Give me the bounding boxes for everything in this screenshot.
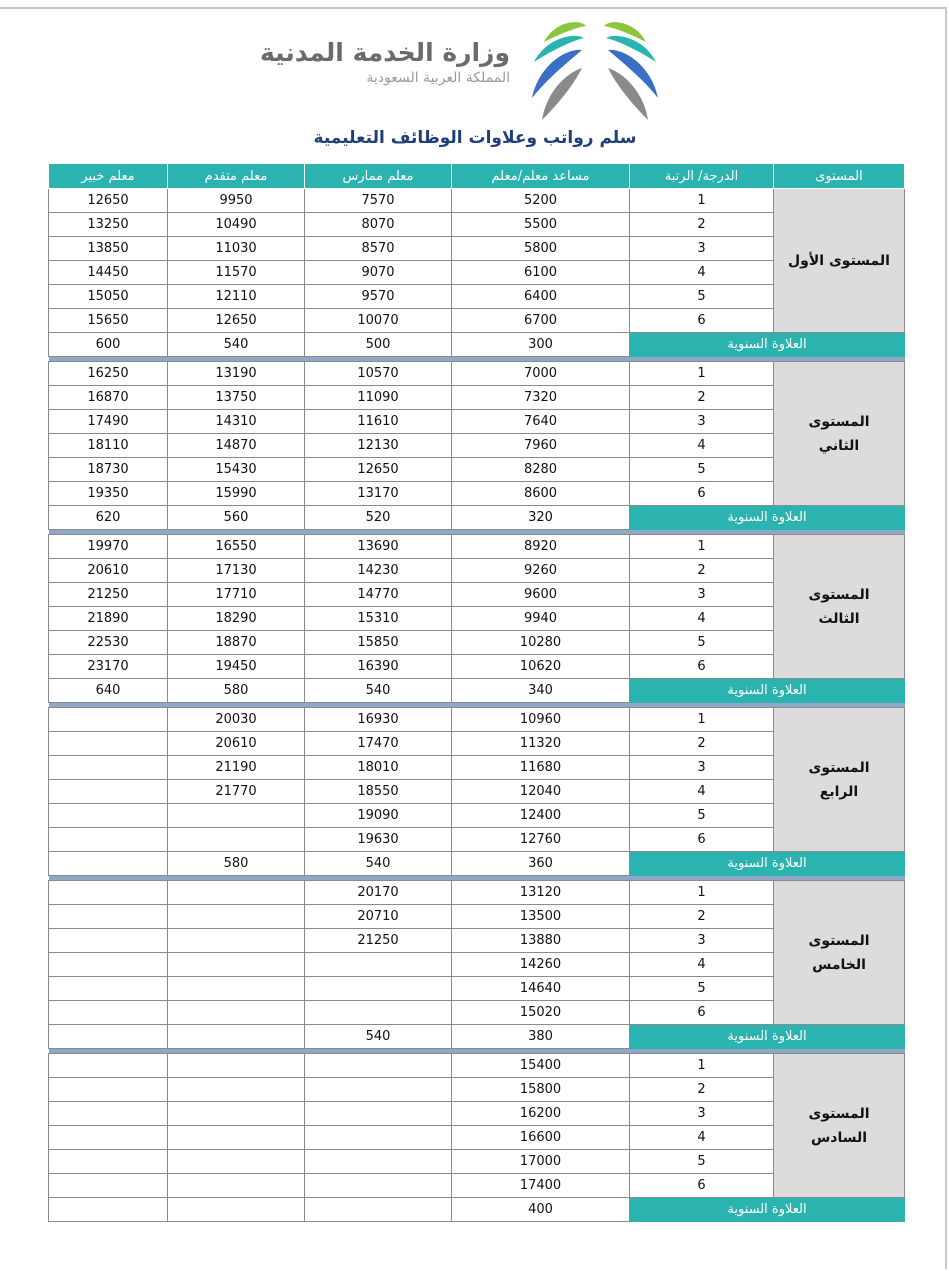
grade-cell: 3 xyxy=(630,583,774,607)
annual-allowance-label: العلاوة السنوية xyxy=(630,333,905,357)
allowance-expert-teacher xyxy=(49,1025,168,1049)
document-header xyxy=(0,0,949,148)
expert-teacher-cell: 21250 xyxy=(49,583,168,607)
grade-cell: 3 xyxy=(630,410,774,434)
assistant-teacher-cell: 9600 xyxy=(452,583,630,607)
allowance-advanced-teacher: 580 xyxy=(168,852,305,876)
allowance-advanced-teacher xyxy=(168,1198,305,1222)
expert-teacher-cell xyxy=(49,804,168,828)
grade-cell: 6 xyxy=(630,655,774,679)
allowance-practitioner-teacher: 520 xyxy=(305,506,452,530)
practitioner-teacher-cell: 20710 xyxy=(305,905,452,929)
assistant-teacher-cell: 15800 xyxy=(452,1078,630,1102)
practitioner-teacher-cell: 16930 xyxy=(305,708,452,732)
advanced-teacher-cell xyxy=(168,1102,305,1126)
advanced-teacher-cell: 17130 xyxy=(168,559,305,583)
grade-cell: 2 xyxy=(630,1078,774,1102)
advanced-teacher-cell xyxy=(168,828,305,852)
advanced-teacher-cell: 13750 xyxy=(168,386,305,410)
grade-cell: 5 xyxy=(630,977,774,1001)
expert-teacher-cell: 16870 xyxy=(49,386,168,410)
annual-allowance-label: العلاوة السنوية xyxy=(630,679,905,703)
advanced-teacher-cell: 9950 xyxy=(168,189,305,213)
assistant-teacher-cell: 17000 xyxy=(452,1150,630,1174)
allowance-row xyxy=(49,852,905,876)
advanced-teacher-cell: 21190 xyxy=(168,756,305,780)
advanced-teacher-cell xyxy=(168,977,305,1001)
grade-cell: 4 xyxy=(630,261,774,285)
annual-allowance-label: العلاوة السنوية xyxy=(630,852,905,876)
assistant-teacher-cell: 12760 xyxy=(452,828,630,852)
expert-teacher-cell: 12650 xyxy=(49,189,168,213)
assistant-teacher-cell: 5200 xyxy=(452,189,630,213)
annual-allowance-label: العلاوة السنوية xyxy=(630,506,905,530)
assistant-teacher-cell: 5500 xyxy=(452,213,630,237)
grade-cell: 1 xyxy=(630,881,774,905)
grade-cell: 5 xyxy=(630,285,774,309)
expert-teacher-cell xyxy=(49,905,168,929)
assistant-teacher-cell: 10620 xyxy=(452,655,630,679)
level-name: الرابع xyxy=(819,783,859,800)
level-name-cell xyxy=(774,881,905,1025)
grade-cell: 4 xyxy=(630,1126,774,1150)
allowance-expert-teacher: 620 xyxy=(49,506,168,530)
grade-cell: 5 xyxy=(630,804,774,828)
level-name: المستوى xyxy=(808,413,870,430)
allowance-practitioner-teacher: 540 xyxy=(305,852,452,876)
level-name: الثاني xyxy=(818,437,860,454)
practitioner-teacher-cell xyxy=(305,1054,452,1078)
practitioner-teacher-cell: 19090 xyxy=(305,804,452,828)
assistant-teacher-cell: 8920 xyxy=(452,535,630,559)
practitioner-teacher-cell xyxy=(305,1001,452,1025)
practitioner-teacher-cell xyxy=(305,1078,452,1102)
practitioner-teacher-cell: 12650 xyxy=(305,458,452,482)
allowance-assistant-teacher: 320 xyxy=(452,506,630,530)
grade-cell: 5 xyxy=(630,1150,774,1174)
expert-teacher-cell: 15650 xyxy=(49,309,168,333)
expert-teacher-cell: 21890 xyxy=(49,607,168,631)
allowance-practitioner-teacher: 540 xyxy=(305,679,452,703)
advanced-teacher-cell: 18290 xyxy=(168,607,305,631)
allowance-advanced-teacher: 580 xyxy=(168,679,305,703)
expert-teacher-cell xyxy=(49,708,168,732)
expert-teacher-cell: 20610 xyxy=(49,559,168,583)
advanced-teacher-cell: 14310 xyxy=(168,410,305,434)
allowance-row xyxy=(49,506,905,530)
advanced-teacher-cell xyxy=(168,804,305,828)
assistant-teacher-cell: 16200 xyxy=(452,1102,630,1126)
allowance-practitioner-teacher: 500 xyxy=(305,333,452,357)
expert-teacher-cell: 14450 xyxy=(49,261,168,285)
grade-cell: 6 xyxy=(630,1001,774,1025)
level-name-cell xyxy=(774,708,905,852)
allowance-assistant-teacher: 340 xyxy=(452,679,630,703)
assistant-teacher-cell: 6700 xyxy=(452,309,630,333)
table-body xyxy=(49,189,905,1222)
level-name: المستوى الأول xyxy=(788,252,890,269)
grade-cell: 3 xyxy=(630,237,774,261)
assistant-teacher-cell: 6400 xyxy=(452,285,630,309)
allowance-practitioner-teacher xyxy=(305,1198,452,1222)
assistant-teacher-cell: 9940 xyxy=(452,607,630,631)
grade-cell: 6 xyxy=(630,482,774,506)
practitioner-teacher-cell: 13690 xyxy=(305,535,452,559)
assistant-teacher-cell: 14260 xyxy=(452,953,630,977)
allowance-expert-teacher xyxy=(49,852,168,876)
assistant-teacher-cell: 8280 xyxy=(452,458,630,482)
advanced-teacher-cell xyxy=(168,1078,305,1102)
level-name-cell xyxy=(774,362,905,506)
practitioner-teacher-cell: 16390 xyxy=(305,655,452,679)
country-name: المملكة العربية السعودية xyxy=(366,70,510,86)
practitioner-teacher-cell: 20170 xyxy=(305,881,452,905)
practitioner-teacher-cell: 14770 xyxy=(305,583,452,607)
practitioner-teacher-cell: 15310 xyxy=(305,607,452,631)
grade-cell: 4 xyxy=(630,780,774,804)
practitioner-teacher-cell: 9070 xyxy=(305,261,452,285)
expert-teacher-cell xyxy=(49,828,168,852)
grade-cell: 4 xyxy=(630,607,774,631)
assistant-teacher-cell: 16600 xyxy=(452,1126,630,1150)
assistant-teacher-cell: 14640 xyxy=(452,977,630,1001)
document-title: سلم رواتب وعلاوات الوظائف التعليمية xyxy=(313,128,637,148)
expert-teacher-cell xyxy=(49,1102,168,1126)
allowance-advanced-teacher: 560 xyxy=(168,506,305,530)
grade-cell: 1 xyxy=(630,189,774,213)
expert-teacher-cell xyxy=(49,780,168,804)
assistant-teacher-cell: 15020 xyxy=(452,1001,630,1025)
assistant-teacher-cell: 10280 xyxy=(452,631,630,655)
allowance-assistant-teacher: 300 xyxy=(452,333,630,357)
practitioner-teacher-cell xyxy=(305,1102,452,1126)
expert-teacher-cell: 13250 xyxy=(49,213,168,237)
expert-teacher-cell xyxy=(49,977,168,1001)
advanced-teacher-cell: 19450 xyxy=(168,655,305,679)
table-row xyxy=(49,881,905,905)
salary-table xyxy=(48,163,905,1222)
expert-teacher-cell xyxy=(49,1126,168,1150)
expert-teacher-cell xyxy=(49,953,168,977)
advanced-teacher-cell xyxy=(168,1054,305,1078)
practitioner-teacher-cell xyxy=(305,1126,452,1150)
practitioner-teacher-cell xyxy=(305,1150,452,1174)
column-header-practitioner-teacher: معلم ممارس xyxy=(305,164,452,189)
practitioner-teacher-cell: 14230 xyxy=(305,559,452,583)
expert-teacher-cell: 19970 xyxy=(49,535,168,559)
expert-teacher-cell: 23170 xyxy=(49,655,168,679)
advanced-teacher-cell: 20030 xyxy=(168,708,305,732)
grade-cell: 3 xyxy=(630,1102,774,1126)
assistant-teacher-cell: 9260 xyxy=(452,559,630,583)
practitioner-teacher-cell: 19630 xyxy=(305,828,452,852)
allowance-assistant-teacher: 380 xyxy=(452,1025,630,1049)
expert-teacher-cell xyxy=(49,1174,168,1198)
allowance-advanced-teacher xyxy=(168,1025,305,1049)
assistant-teacher-cell: 7640 xyxy=(452,410,630,434)
level-name: السادس xyxy=(810,1129,868,1146)
assistant-teacher-cell: 11320 xyxy=(452,732,630,756)
practitioner-teacher-cell: 21250 xyxy=(305,929,452,953)
advanced-teacher-cell: 14870 xyxy=(168,434,305,458)
advanced-teacher-cell: 11030 xyxy=(168,237,305,261)
column-header-advanced-teacher: معلم متقدم xyxy=(168,164,305,189)
advanced-teacher-cell: 15430 xyxy=(168,458,305,482)
assistant-teacher-cell: 13880 xyxy=(452,929,630,953)
advanced-teacher-cell: 11570 xyxy=(168,261,305,285)
assistant-teacher-cell: 6100 xyxy=(452,261,630,285)
practitioner-teacher-cell: 17470 xyxy=(305,732,452,756)
grade-cell: 6 xyxy=(630,828,774,852)
expert-teacher-cell: 19350 xyxy=(49,482,168,506)
practitioner-teacher-cell xyxy=(305,977,452,1001)
assistant-teacher-cell: 13120 xyxy=(452,881,630,905)
allowance-advanced-teacher: 540 xyxy=(168,333,305,357)
assistant-teacher-cell: 5800 xyxy=(452,237,630,261)
assistant-teacher-cell: 12040 xyxy=(452,780,630,804)
grade-cell: 2 xyxy=(630,732,774,756)
assistant-teacher-cell: 12400 xyxy=(452,804,630,828)
grade-cell: 1 xyxy=(630,362,774,386)
allowance-expert-teacher: 600 xyxy=(49,333,168,357)
level-name-cell xyxy=(774,189,905,333)
annual-allowance-label: العلاوة السنوية xyxy=(630,1198,905,1222)
advanced-teacher-cell xyxy=(168,1001,305,1025)
advanced-teacher-cell xyxy=(168,953,305,977)
advanced-teacher-cell: 20610 xyxy=(168,732,305,756)
level-name: المستوى xyxy=(808,759,870,776)
civil-service-logo xyxy=(524,12,666,122)
practitioner-teacher-cell: 18550 xyxy=(305,780,452,804)
assistant-teacher-cell: 17400 xyxy=(452,1174,630,1198)
level-name-cell xyxy=(774,535,905,679)
column-header-grade: الدرجة/ الرتبة xyxy=(630,164,774,189)
assistant-teacher-cell: 8600 xyxy=(452,482,630,506)
expert-teacher-cell xyxy=(49,929,168,953)
level-name-cell xyxy=(774,1054,905,1198)
practitioner-teacher-cell: 11610 xyxy=(305,410,452,434)
assistant-teacher-cell: 10960 xyxy=(452,708,630,732)
level-name: الثالث xyxy=(818,610,860,627)
grade-cell: 2 xyxy=(630,559,774,583)
practitioner-teacher-cell: 18010 xyxy=(305,756,452,780)
grade-cell: 6 xyxy=(630,1174,774,1198)
grade-cell: 2 xyxy=(630,386,774,410)
allowance-row xyxy=(49,1198,905,1222)
assistant-teacher-cell: 7320 xyxy=(452,386,630,410)
grade-cell: 2 xyxy=(630,213,774,237)
grade-cell: 5 xyxy=(630,631,774,655)
practitioner-teacher-cell: 10070 xyxy=(305,309,452,333)
advanced-teacher-cell xyxy=(168,1150,305,1174)
allowance-assistant-teacher: 400 xyxy=(452,1198,630,1222)
allowance-assistant-teacher: 360 xyxy=(452,852,630,876)
allowance-row xyxy=(49,333,905,357)
advanced-teacher-cell: 12110 xyxy=(168,285,305,309)
advanced-teacher-cell xyxy=(168,1126,305,1150)
allowance-row xyxy=(49,1025,905,1049)
advanced-teacher-cell xyxy=(168,905,305,929)
advanced-teacher-cell: 21770 xyxy=(168,780,305,804)
expert-teacher-cell: 18110 xyxy=(49,434,168,458)
grade-cell: 6 xyxy=(630,309,774,333)
allowance-expert-teacher xyxy=(49,1198,168,1222)
level-name: المستوى xyxy=(808,932,870,949)
grade-cell: 2 xyxy=(630,905,774,929)
assistant-teacher-cell: 7960 xyxy=(452,434,630,458)
practitioner-teacher-cell: 10570 xyxy=(305,362,452,386)
level-name: المستوى xyxy=(808,586,870,603)
level-name: الخامس xyxy=(812,956,866,973)
advanced-teacher-cell: 18870 xyxy=(168,631,305,655)
level-name: المستوى xyxy=(808,1105,870,1122)
grade-cell: 1 xyxy=(630,535,774,559)
practitioner-teacher-cell: 9570 xyxy=(305,285,452,309)
column-header-level: المستوى xyxy=(774,164,905,189)
advanced-teacher-cell: 12650 xyxy=(168,309,305,333)
practitioner-teacher-cell xyxy=(305,1174,452,1198)
ministry-block xyxy=(250,38,510,88)
expert-teacher-cell xyxy=(49,732,168,756)
expert-teacher-cell xyxy=(49,881,168,905)
advanced-teacher-cell xyxy=(168,1174,305,1198)
advanced-teacher-cell: 15990 xyxy=(168,482,305,506)
expert-teacher-cell: 18730 xyxy=(49,458,168,482)
grade-cell: 1 xyxy=(630,1054,774,1078)
table-row xyxy=(49,535,905,559)
practitioner-teacher-cell: 8070 xyxy=(305,213,452,237)
practitioner-teacher-cell: 7570 xyxy=(305,189,452,213)
expert-teacher-cell xyxy=(49,1001,168,1025)
practitioner-teacher-cell xyxy=(305,953,452,977)
advanced-teacher-cell: 17710 xyxy=(168,583,305,607)
grade-cell: 4 xyxy=(630,434,774,458)
annual-allowance-label: العلاوة السنوية xyxy=(630,1025,905,1049)
expert-teacher-cell xyxy=(49,756,168,780)
grade-cell: 1 xyxy=(630,708,774,732)
grade-cell: 5 xyxy=(630,458,774,482)
expert-teacher-cell: 15050 xyxy=(49,285,168,309)
allowance-practitioner-teacher: 540 xyxy=(305,1025,452,1049)
expert-teacher-cell: 13850 xyxy=(49,237,168,261)
grade-cell: 3 xyxy=(630,929,774,953)
column-header-expert-teacher: معلم خبير xyxy=(49,164,168,189)
assistant-teacher-cell: 11680 xyxy=(452,756,630,780)
expert-teacher-cell: 17490 xyxy=(49,410,168,434)
expert-teacher-cell xyxy=(49,1150,168,1174)
advanced-teacher-cell: 10490 xyxy=(168,213,305,237)
table-row xyxy=(49,189,905,213)
advanced-teacher-cell: 13190 xyxy=(168,362,305,386)
grade-cell: 3 xyxy=(630,756,774,780)
salary-table-wrap xyxy=(48,163,904,1222)
table-row xyxy=(49,1054,905,1078)
advanced-teacher-cell xyxy=(168,929,305,953)
practitioner-teacher-cell: 15850 xyxy=(305,631,452,655)
expert-teacher-cell: 22530 xyxy=(49,631,168,655)
expert-teacher-cell xyxy=(49,1054,168,1078)
grade-cell: 4 xyxy=(630,953,774,977)
advanced-teacher-cell: 16550 xyxy=(168,535,305,559)
allowance-row xyxy=(49,679,905,703)
table-row xyxy=(49,708,905,732)
assistant-teacher-cell: 15400 xyxy=(452,1054,630,1078)
ministry-name: وزارة الخدمة المدنية xyxy=(259,38,510,67)
practitioner-teacher-cell: 13170 xyxy=(305,482,452,506)
practitioner-teacher-cell: 12130 xyxy=(305,434,452,458)
expert-teacher-cell xyxy=(49,1078,168,1102)
advanced-teacher-cell xyxy=(168,881,305,905)
column-header-assistant-teacher: مساعد معلم/معلم xyxy=(452,164,630,189)
practitioner-teacher-cell: 8570 xyxy=(305,237,452,261)
allowance-expert-teacher: 640 xyxy=(49,679,168,703)
table-header-row xyxy=(49,164,905,189)
practitioner-teacher-cell: 11090 xyxy=(305,386,452,410)
assistant-teacher-cell: 13500 xyxy=(452,905,630,929)
table-row xyxy=(49,362,905,386)
assistant-teacher-cell: 7000 xyxy=(452,362,630,386)
expert-teacher-cell: 16250 xyxy=(49,362,168,386)
